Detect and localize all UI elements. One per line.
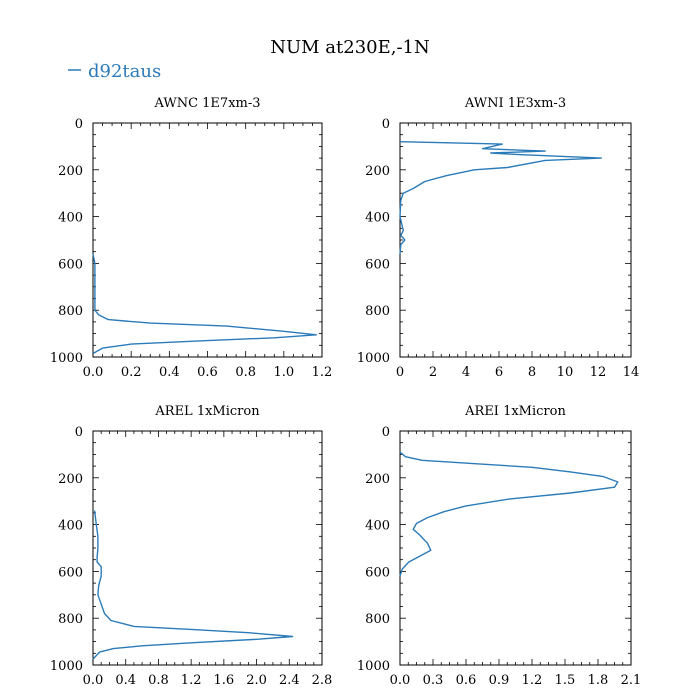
legend-label: d92taus bbox=[88, 61, 162, 82]
y-tick-label: 1000 bbox=[356, 351, 390, 366]
y-tick-label: 600 bbox=[365, 257, 390, 273]
plot-frame bbox=[93, 123, 322, 357]
x-tick-label: 1.2 bbox=[311, 365, 333, 380]
x-tick-label: 6 bbox=[494, 365, 504, 380]
y-tick-label: 0 bbox=[381, 117, 390, 132]
x-tick-label: 0.4 bbox=[158, 365, 180, 380]
panel-title: AWNC 1E7xm-3 bbox=[154, 96, 261, 111]
y-tick-label: 200 bbox=[58, 163, 83, 179]
x-tick-label: 0.0 bbox=[389, 673, 411, 688]
x-tick-label: 2 bbox=[428, 365, 438, 380]
y-tick-label: 600 bbox=[58, 257, 83, 273]
y-tick-label: 0 bbox=[74, 117, 83, 132]
x-tick-label: 0.8 bbox=[235, 365, 257, 380]
x-tick-label: 1.5 bbox=[554, 673, 576, 688]
y-tick-label: 0 bbox=[381, 425, 390, 440]
y-tick-label: 600 bbox=[365, 565, 390, 581]
x-tick-label: 0.9 bbox=[488, 673, 510, 688]
y-tick-label: 400 bbox=[365, 210, 390, 226]
y-tick-label: 200 bbox=[58, 471, 83, 487]
panel-1 bbox=[50, 96, 332, 380]
x-tick-label: 0.4 bbox=[115, 673, 137, 688]
y-tick-label: 1000 bbox=[49, 351, 83, 366]
x-tick-label: 1.2 bbox=[180, 673, 202, 688]
x-tick-label: 1.8 bbox=[587, 673, 609, 688]
x-tick-label: 1.0 bbox=[273, 365, 295, 380]
y-tick-label: 1000 bbox=[356, 659, 390, 674]
x-tick-label: 0.6 bbox=[197, 365, 218, 380]
x-tick-label: 0.6 bbox=[455, 673, 477, 688]
x-tick-label: 4 bbox=[461, 365, 471, 380]
y-tick-label: 600 bbox=[58, 565, 83, 581]
y-tick-label: 800 bbox=[58, 304, 83, 320]
y-tick-label: 800 bbox=[365, 304, 390, 320]
series-line bbox=[400, 142, 601, 254]
x-tick-label: 2.4 bbox=[278, 673, 300, 688]
x-tick-label: 0.0 bbox=[82, 365, 104, 380]
y-tick-label: 400 bbox=[365, 518, 390, 534]
x-tick-label: 0 bbox=[395, 365, 405, 380]
y-tick-label: 1000 bbox=[49, 659, 83, 674]
x-tick-label: 1.6 bbox=[213, 673, 235, 688]
x-tick-label: 8 bbox=[527, 365, 537, 380]
x-tick-label: 0.3 bbox=[422, 673, 444, 688]
x-tick-label: 2.1 bbox=[620, 673, 642, 688]
panel-3 bbox=[50, 404, 332, 688]
y-tick-label: 0 bbox=[74, 425, 83, 440]
x-tick-label: 14 bbox=[622, 365, 640, 380]
y-tick-label: 400 bbox=[58, 210, 83, 226]
series-line bbox=[400, 452, 618, 576]
y-tick-label: 400 bbox=[58, 518, 83, 534]
figure-title: NUM at230E,-1N bbox=[270, 37, 430, 58]
y-tick-label: 800 bbox=[365, 612, 390, 628]
panel-title: AWNI 1E3xm-3 bbox=[464, 96, 567, 111]
x-tick-label: 0.8 bbox=[148, 673, 169, 688]
x-tick-label: 0.2 bbox=[120, 365, 142, 380]
x-tick-label: 12 bbox=[589, 365, 607, 380]
panel-title: AREI 1xMicron bbox=[465, 404, 566, 419]
panel-4 bbox=[357, 404, 641, 688]
panels-group bbox=[50, 96, 641, 688]
panel-2 bbox=[357, 96, 639, 380]
y-tick-label: 200 bbox=[365, 471, 390, 487]
y-tick-label: 200 bbox=[365, 163, 390, 179]
series-line bbox=[93, 511, 293, 659]
x-tick-label: 10 bbox=[556, 365, 574, 380]
x-tick-label: 2.0 bbox=[246, 673, 267, 688]
panel-title: AREL 1xMicron bbox=[155, 404, 260, 419]
x-tick-label: 2.8 bbox=[311, 673, 333, 688]
series-line bbox=[93, 254, 316, 354]
x-tick-label: 0.0 bbox=[82, 673, 104, 688]
x-tick-label: 1.2 bbox=[521, 673, 543, 688]
y-tick-label: 800 bbox=[58, 612, 83, 628]
